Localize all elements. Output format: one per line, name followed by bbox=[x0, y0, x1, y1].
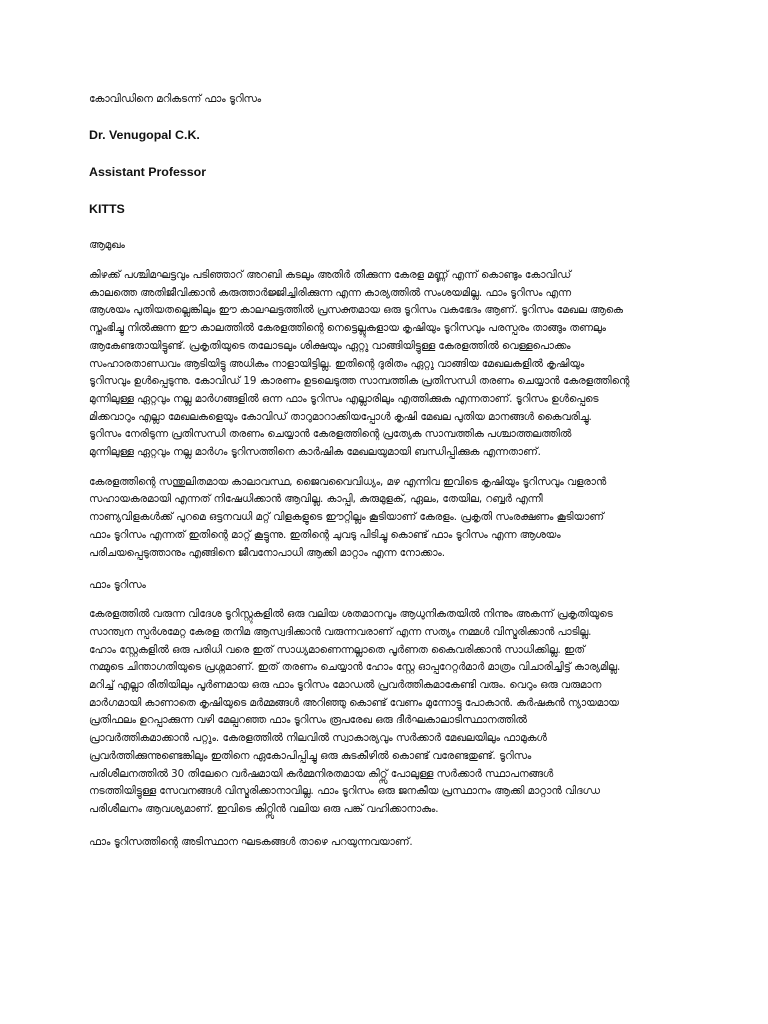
paragraph-line: ഫാം ടൂറിസം എന്നത് ഇതിന്റെ മാറ്റ് കൂട്ടുന്നു. ഇതിന്റെ ചുവടു പിടിച്ചു കൊണ്ട് ഫാം ടൂറിസം എന്ന ആശയം bbox=[89, 528, 561, 541]
paragraph-line: പരിശീലനത്തിൽ 30 തിലേറെ വർഷമായി കർമ്മനിരതമായ കിറ്റ്സ് പോലുള്ള സർക്കാർ സ്ഥാപനങ്ങൾ bbox=[89, 767, 554, 780]
paragraph-line: പ്രവർത്തിക്കുന്നുണ്ടെങ്കിലും ഇതിനെ ഏകോപിപ്പിച്ചു ഒരു കുടകീഴിൽ കൊണ്ട് വരേണ്ടതുണ്ട്. ടൂറിസം bbox=[89, 749, 532, 762]
paragraph-line: കേരളത്തിൽ വരുന്ന വിദേശ ടൂറിസ്റ്റുകളിൽ ഒരു വലിയ ശതമാനവും ആധുനികതയിൽ നിന്നും അകന്ന് പ്രകൃതിയുടെ bbox=[89, 608, 613, 621]
paragraph-line: നമ്മുടെ ചിന്താഗതിയുടെ പ്രശ്നമാണ്. ഇത് തരണം ചെയ്യാൻ ഹോം സ്റ്റേ ഓപ്പറേറ്റർമാർ മാത്രം വിചാരിച്ചിട്ട് കാര്യമില്ല. bbox=[89, 661, 621, 674]
paragraph-line: നാണ്യവിളകൾക്ക് പുറമെ ഒട്ടനവധി മറ്റ് വിളകളുടെ ഈറ്റില്ലം കൂടിയാണ് കേരളം. പ്രകൃതി സംരക്ഷണം കൂടിയാണ് bbox=[89, 511, 604, 524]
paragraph-line: ആകേണ്ടതായിട്ടുണ്ട്. പ്രകൃതിയുടെ തലോടലും ശിക്ഷയും ഏറ്റു വാങ്ങിയിട്ടുള്ള കേരളത്തിൽ വെള്ളപൊക്കം bbox=[89, 339, 571, 352]
paragraph-line: മിക്കവാറും എല്ലാ മേഖലകളെയും കോവിഡ് താറുമാറാക്കിയപ്പോൾ കൃഷി മേഖല പുതിയ മാനങ്ങൾ കൈവരിച്ചു. bbox=[89, 410, 592, 423]
paragraph-line: ടൂറിസവും ഉൾപ്പെടുന്നു. കോവിഡ് 19 കാരണം ഉടലെടുത്ത സാമ്പത്തിക പ്രതിസന്ധി തരണം ചെയ്യാൻ കേരളത്തിന്റെ bbox=[89, 375, 630, 388]
paragraph-line: കേരളത്തിന്റെ സന്തുലിതമായ കാലാവസ്ഥ, ജൈവവൈവിധ്യം, മഴ എന്നിവ ഇവിടെ കൃഷിയും ടൂറിസവും വളരാൻ bbox=[89, 475, 607, 488]
paragraph-line: മറിച്ച് എല്ലാ രീതിയിലും പൂർണമായ ഒരു ഫാം ടൂറിസം മോഡൽ പ്രവർത്തികമാകേണ്ടി വരും. വെറും ഒരു വരുമാന bbox=[89, 679, 602, 692]
paragraph-line: ആശയം പുതിയതല്ലെങ്കിലും ഈ കാലഘട്ടത്തിൽ പ്രസക്തമായ ഒരു ടൂറിസം വകഭേദം ആണ്. ടൂറിസം മേഖല ആകെ bbox=[89, 304, 623, 317]
author-designation: Assistant Professor bbox=[89, 165, 207, 179]
author-name: Dr. Venugopal C.K. bbox=[89, 128, 200, 142]
paragraph-line: കാലത്തെ അതിജീവിക്കാൻ കരുത്താർജ്ജിച്ചിരിക്കുന്ന എന്ന കാര്യത്തിൽ സംശയമില്ല. ഫാം ടൂറിസം എന്ന bbox=[89, 286, 571, 299]
paragraph-line: പ്രാവർത്തികമാക്കാൻ പറ്റും. കേരളത്തിൽ നിലവിൽ സ്വാകാര്യവും സർക്കാർ മേഖലയിലും ഫാമുകൾ bbox=[89, 732, 547, 745]
paragraph-line: സഹായകരമായി എന്നത് നിഷേധിക്കാൻ ആവില്ല. കാപ്പി, കുരുമുളക്, ഏലം, തേയില, റബ്ബർ എന്നീ bbox=[89, 493, 543, 506]
paragraph-farm-tourism bbox=[89, 606, 679, 818]
farm-tourism-heading: ഫാം ടൂറിസം bbox=[89, 579, 146, 592]
document-title: കോവിഡിനെ മറികടന്ന് ഫാം ടൂറിസം bbox=[89, 93, 262, 105]
paragraph-line: കിഴക്ക് പശ്ചിമഘട്ടവും പടിഞ്ഞാറ് അറബി കടലും അതിർ തീക്കുന്ന കേരള മണ്ണ് എന്ന് കൊണ്ടും കോവിഡ് bbox=[89, 269, 571, 281]
paragraph-line: പ്രതിഫലം ഉറപ്പാക്കുന്ന വഴി മേല്പറഞ്ഞ ഫാം ടൂറിസം രൂപരേഖ ഒരു ദീർഘകാലാടിസ്ഥാനത്തിൽ bbox=[89, 714, 527, 727]
paragraph-line: മാർഗമായി കാണാതെ കൃഷിയുടെ മർമ്മങ്ങൾ അറിഞ്ഞു കൊണ്ട് വേണം മുന്നോട്ടു പോകാൻ. കർഷകൻ ന്യായമായ bbox=[89, 696, 619, 709]
document-body bbox=[89, 92, 679, 849]
closing-sentence: ഫാം ടൂറിസത്തിന്റെ അടിസ്ഥാന ഘടകങ്ങൾ താഴെ പറയുന്നവയാണ്. bbox=[89, 835, 413, 848]
author-institution: KITTS bbox=[89, 202, 125, 216]
paragraph-line: ടൂറിസം നേരിടുന്ന പ്രതിസന്ധി തരണം ചെയ്യാൻ കേരളത്തിന്റെ പ്രത്യേക സാമ്പത്തിക പശ്ചാത്തലത്തിൽ bbox=[89, 428, 572, 441]
paragraph-line: ഹോം സ്റ്റേകളിൽ ഒരു പരിധി വരെ ഇത് സാധ്യമാണെന്നല്ലാതെ പൂർണത കൈവരിക്കാൻ സാധിക്കില്ല. ഇത് bbox=[89, 643, 585, 656]
paragraph-line: സ്തംഭിച്ചു നിൽക്കുന്ന ഈ കാലത്തിൽ കേരളത്തിന്റെ നെട്ടെല്ലുകളായ കൃഷിയും ടൂറിസവും പരസ്പരം താങ്ങും തണലും bbox=[89, 322, 606, 335]
paragraph-line: മുന്നിലുള്ള ഏറ്റവും നല്ല മാർഗങ്ങളിൽ ഒന്ന ഫാം ടൂറിസം എല്ലാരിലും എത്തിക്കുക എന്നതാണ്. ടൂറിസം ഉൾപ്പെടെ bbox=[89, 392, 599, 405]
paragraph-line: മുന്നിലുള്ള ഏറ്റവും നല്ല മാർഗം ടൂറിസത്തിനെ കാർഷിക മേഖലയുമായി ബന്ധിപ്പിക്കുക എന്നതാണ്. bbox=[89, 446, 541, 459]
paragraph-line: സംഹാരതാണ്ഡവം ആടിയിട്ടു അധികം നാളായിട്ടില്ല. ഇതിന്റെ ദുരിതം ഏറ്റു വാങ്ങിയ മേഖലകളിൽ കൃഷിയും bbox=[89, 357, 585, 370]
paragraph-line: സാന്ത്വന സ്പർശമേറ്റ കേരള തനിമ ആസ്വദിക്കാൻ വരുന്നവരാണ് എന്ന സത്യം നമ്മൾ വിസ്മരിക്കാൻ പാടില്ല. bbox=[89, 625, 592, 638]
paragraph-intro bbox=[89, 267, 679, 462]
paragraph-line: നടത്തിയിട്ടുള്ള സേവനങ്ങൾ വിസ്മരിക്കാനാവില്ല. ഫാം ടൂറിസം ഒരു ജനകീയ പ്രസ്ഥാനം ആക്കി മാറ്റാൻ വിദഗ്ധ bbox=[89, 785, 600, 798]
paragraph-line: പരിചയപ്പെടുത്താനും എങ്ങിനെ ജീവനോപാധി ആക്കി മാറ്റാം എന്ന നോക്കാം. bbox=[89, 546, 445, 559]
paragraph-line: പരിശീലനം ആവശ്യമാണ്. ഇവിടെ കിറ്റ്സിൻ വലിയ ഒരു പങ്ക് വഹിക്കാനാകും. bbox=[89, 802, 439, 815]
paragraph-climate bbox=[89, 474, 679, 563]
intro-heading: ആമുഖം bbox=[89, 239, 125, 251]
